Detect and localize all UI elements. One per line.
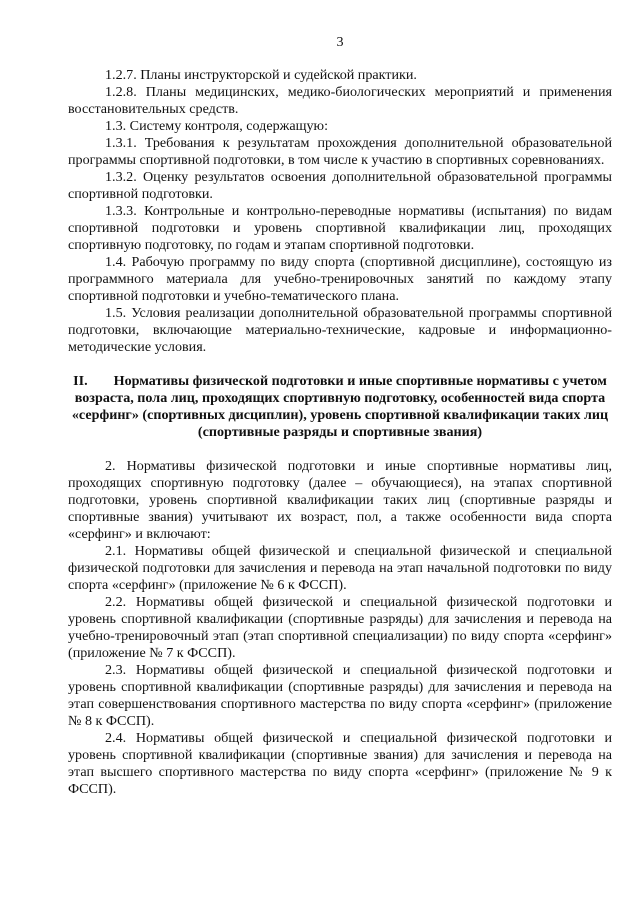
document-page [68,34,612,798]
paragraph-1-2-8: 1.2.8. Планы медицинских, медико-биологических мероприятий и применения восстановительных средств. [68,84,612,117]
page-number: 3 [336,34,344,50]
paragraph-2-3: 2.3. Нормативы общей физической и специальной физической подготовки и уровень спортивной квалификации (спортивные разряды) для зачисления и перевода на этап совершенствования спортивного мастерства по виду спорта «серфинг» (приложение № 8 к ФССП). [68,662,612,729]
paragraph-2-2: 2.2. Нормативы общей физической и специальной физической подготовки и уровень спортивной квалификации (спортивные разряды) для зачисления и перевода на учебно-тренировочный этап (этап спортивной специализации) по виду спорта «серфинг» (приложение № 7 к ФССП). [68,594,612,661]
paragraph-1-3-2: 1.3.2. Оценку результатов освоения дополнительной образовательной программы спортивной подготовки. [68,169,612,202]
paragraph-2-1: 2.1. Нормативы общей физической и специальной физической и специальной физической подготовки для зачисления и перевода на этап начальной подготовки по виду спорта «серфинг» (приложение № 6 к ФССП). [68,543,612,593]
section-heading [68,373,612,441]
paragraph-1-3-3: 1.3.3. Контрольные и контрольно-переводные нормативы (испытания) по видам спортивной подготовки и уровень спортивной квалификации лиц, проходящих спортивную подготовку, по годам и этапам спортивной подготовки. [68,203,612,253]
paragraph-1-3-1: 1.3.1. Требования к результатам прохождения дополнительной образовательной программы спортивной подготовки, в том числе к участию в спортивных соревнованиях. [68,135,612,168]
paragraph-1-4: 1.4. Рабочую программу по виду спорта (спортивной дисциплине), состоящую из программного материала для учебно-тренировочных занятий по каждому этапу спортивной подготовки и учебно-тематического плана. [68,254,612,304]
section-title: Нормативы физической подготовки и иные спортивные нормативы с учетом возраста, пола лиц, проходящих спортивную подготовку, особенностей вида спорта «серфинг» (спортивных дисциплин), уровень спортивной квалификации таких лиц (спортивные разряды и спортивные звания) [71,373,609,440]
paragraph-2-4: 2.4. Нормативы общей физической и специальной физической подготовки и уровень спортивной квалификации (спортивные звания) для зачисления и перевода на этап высшего спортивного мастерства по виду спорта «серфинг» (приложение № 9 к ФССП). [68,730,612,797]
paragraph-1-3: 1.3. Систему контроля, содержащую: [105,118,328,134]
paragraph-1-5: 1.5. Условия реализации дополнительной образовательной программы спортивной подготовки, включающие материально-технические, кадровые и информационно-методические условия. [68,305,612,355]
paragraph-2: 2. Нормативы физической подготовки и иные спортивные нормативы лиц, проходящих спортивную подготовку (далее – обучающиеся), на этапах спортивной подготовки, уровень спортивной квалификации таких лиц (спортивные разряды и спортивные звания) учитывают их возраст, пол, а также особенности вида спорта «серфинг» и включают: [68,458,612,542]
paragraph-1-2-7: 1.2.7. Планы инструкторской и судейской практики. [105,67,417,83]
section-number: II. [73,373,88,389]
